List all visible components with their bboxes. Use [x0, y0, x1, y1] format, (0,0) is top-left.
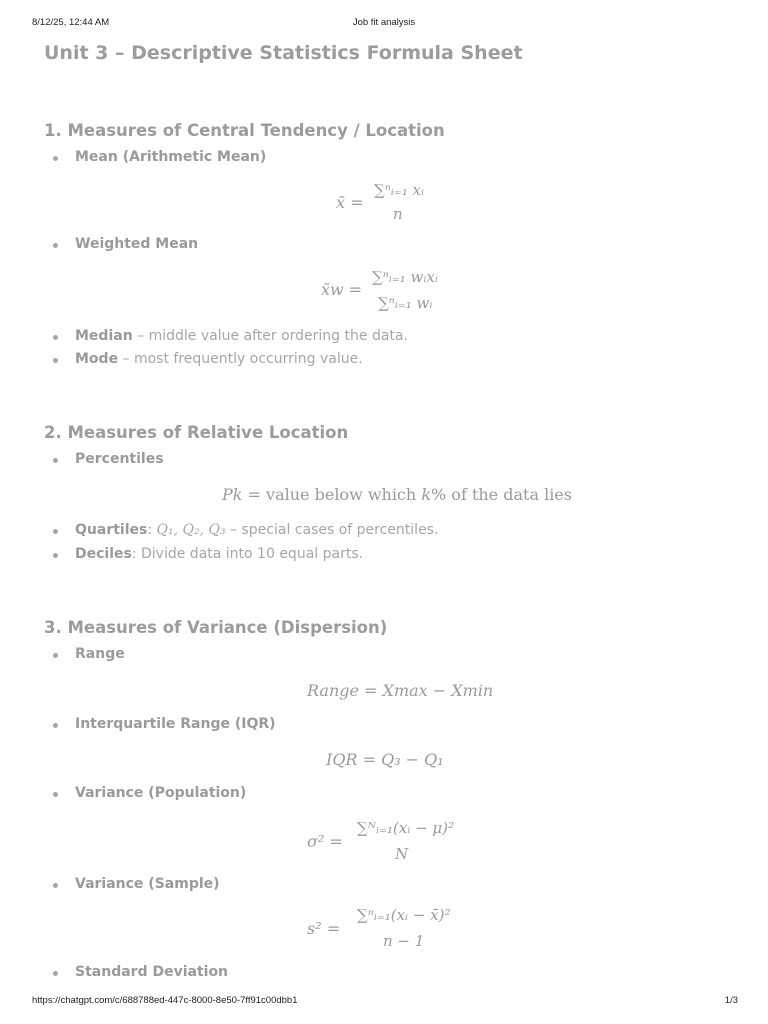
iqr-label: Interquartile Range (IQR): [75, 716, 276, 732]
print-footer: [0, 995, 768, 1009]
list-item-variance-sample: [75, 876, 220, 892]
deciles-description: : Divide data into 10 equal parts.: [131, 546, 364, 562]
mean-formula-lhs: x̄ =: [336, 193, 364, 212]
mean-formula-numerator: ∑ⁿᵢ₌₁ xᵢ: [374, 181, 424, 199]
list-item-standard-deviation: [75, 964, 228, 980]
list-item-quartiles: [75, 522, 438, 538]
percentile-formula-rhs: = value below which: [242, 485, 422, 504]
list-item-mode: [75, 351, 363, 367]
list-item-deciles: [75, 546, 363, 562]
standard-deviation-label: Standard Deviation: [75, 964, 229, 980]
section-heading-relative-location: 2. Measures of Relative Location: [44, 423, 349, 442]
weighted-mean-formula-denominator: ∑ⁿᵢ₌₁ wᵢ: [378, 294, 433, 312]
median-description: – middle value after ordering the data.: [132, 328, 408, 344]
variance-population-denominator: N: [395, 845, 409, 863]
document-title: Unit 3 – Descriptive Statistics Formula Sheet: [44, 42, 523, 64]
variance-population-label: Variance (Population): [75, 785, 247, 801]
mode-term: Mode: [75, 351, 119, 367]
mean-formula-denominator: n: [393, 205, 403, 223]
quartiles-math: Q₁, Q₂, Q₃: [156, 522, 226, 538]
percentile-formula-k: k: [421, 485, 432, 504]
range-formula: Range = Xmax − Xmin: [307, 681, 494, 700]
weighted-mean-formula-lhs: x̄w =: [321, 280, 363, 299]
list-item-median: [75, 328, 408, 344]
range-label: Range: [75, 646, 125, 662]
list-item-iqr: [75, 716, 276, 732]
print-header: [0, 17, 768, 31]
print-page-number: 1/3: [724, 995, 738, 1006]
variance-population-numerator: ∑ᴺᵢ₌₁(xᵢ − μ)²: [357, 819, 454, 837]
deciles-term: Deciles: [75, 546, 132, 562]
mean-label: Mean (Arithmetic Mean): [75, 149, 267, 165]
list-item-variance-population: [75, 785, 246, 801]
percentile-formula-tail: % of the data lies: [431, 485, 572, 504]
variance-sample-label: Variance (Sample): [75, 876, 220, 892]
quartiles-description: – special cases of percentiles.: [225, 522, 439, 538]
print-datetime: 8/12/25, 12:44 AM: [32, 17, 110, 28]
percentile-formula: [222, 485, 572, 504]
variance-sample-denominator: n − 1: [383, 932, 425, 950]
variance-population-lhs: σ² =: [307, 832, 343, 851]
mode-description: – most frequently occurring value.: [118, 351, 363, 367]
percentile-formula-lhs: Pk: [222, 485, 243, 504]
list-item-mean: [75, 149, 266, 165]
quartiles-term: Quartiles: [75, 522, 148, 538]
print-page-title: Job fit analysis: [352, 17, 416, 28]
print-url: https://chatgpt.com/c/688788ed-447c-8000-8e50-7ff91c00dbb1: [32, 995, 298, 1006]
list-item-range: [75, 646, 125, 662]
weighted-mean-formula-numerator: ∑ⁿᵢ₌₁ wᵢxᵢ: [372, 268, 438, 286]
quartiles-separator: :: [147, 522, 157, 538]
iqr-formula: IQR = Q₃ − Q₁: [326, 750, 444, 769]
weighted-mean-label: Weighted Mean: [75, 236, 199, 252]
median-term: Median: [75, 328, 133, 344]
list-item-percentiles: [75, 451, 164, 467]
list-item-weighted-mean: [75, 236, 198, 252]
section-heading-central-tendency: 1. Measures of Central Tendency / Location: [44, 121, 445, 140]
percentiles-label: Percentiles: [75, 451, 164, 467]
variance-sample-lhs: s² =: [307, 919, 341, 938]
variance-sample-numerator: ∑ⁿᵢ₌₁(xᵢ − x̄)²: [357, 906, 451, 924]
section-heading-variance: 3. Measures of Variance (Dispersion): [44, 618, 388, 637]
